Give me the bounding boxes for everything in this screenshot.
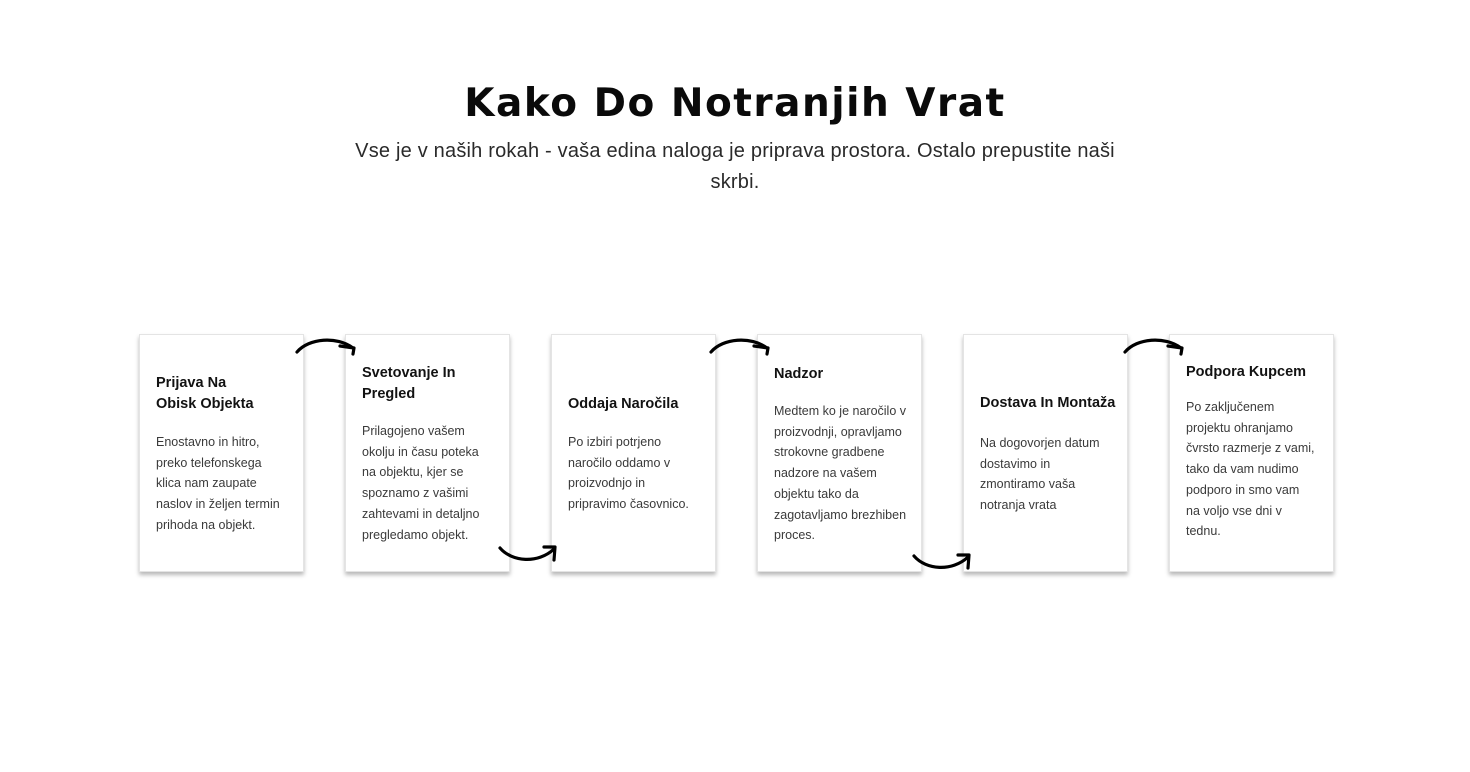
curved-arrow-icon — [912, 546, 976, 576]
step-description: Medtem ko je naročilo v proizvodnji, opravljamo strokovne gradbene nadzore na vašem objektu tako da zagotavljamo brezhiben proces. — [774, 404, 907, 543]
step-title: Podpora Kupcem — [1186, 364, 1307, 380]
curved-arrow-icon — [295, 336, 359, 366]
step-description: Po izbiri potrjeno naročilo oddamo v proizvodnjo in pripravimo časovnico. — [568, 435, 689, 512]
curved-arrow-icon — [498, 538, 562, 568]
step-title: Svetovanje In Pregled — [362, 365, 456, 402]
curved-arrow-icon — [709, 336, 773, 366]
step-title: Dostava In Montaža — [980, 395, 1116, 411]
step-card-4 — [757, 334, 922, 572]
step-title: Oddaja Naročila — [568, 396, 679, 412]
step-description: Prilagojeno vašem okolju in času poteka na objektu, kjer se spoznamo z vašimi zahtevami in detaljno pregledamo objekt. — [362, 424, 480, 542]
step-title: Nadzor — [774, 366, 824, 382]
step-card-2 — [345, 334, 510, 572]
step-description: Na dogovorjen datum dostavimo in zmontiramo vaša notranja vrata — [980, 436, 1100, 513]
page-subtitle: Vse je v naših rokah - vaša edina naloga je priprava prostora. Ostalo prepustite naši skrbi. — [355, 140, 1115, 193]
step-card-6 — [1169, 334, 1334, 572]
step-title: Prijava Na Obisk Objekta — [156, 375, 254, 412]
page-title: Kako Do Notranjih Vrat — [464, 81, 1006, 126]
step-description: Po zaključenem projektu ohranjamo čvrsto razmerje z vami, tako da vam nudimo podporo in smo vam na voljo vse dni v tednu. — [1186, 400, 1315, 539]
curved-arrow-icon — [1123, 336, 1187, 366]
step-description: Enostavno in hitro, preko telefonskega klica nam zaupate naslov in željen termin prihoda na objekt. — [156, 435, 280, 532]
step-card-3 — [551, 334, 716, 572]
step-card-1 — [139, 334, 304, 572]
step-card-5 — [963, 334, 1128, 572]
